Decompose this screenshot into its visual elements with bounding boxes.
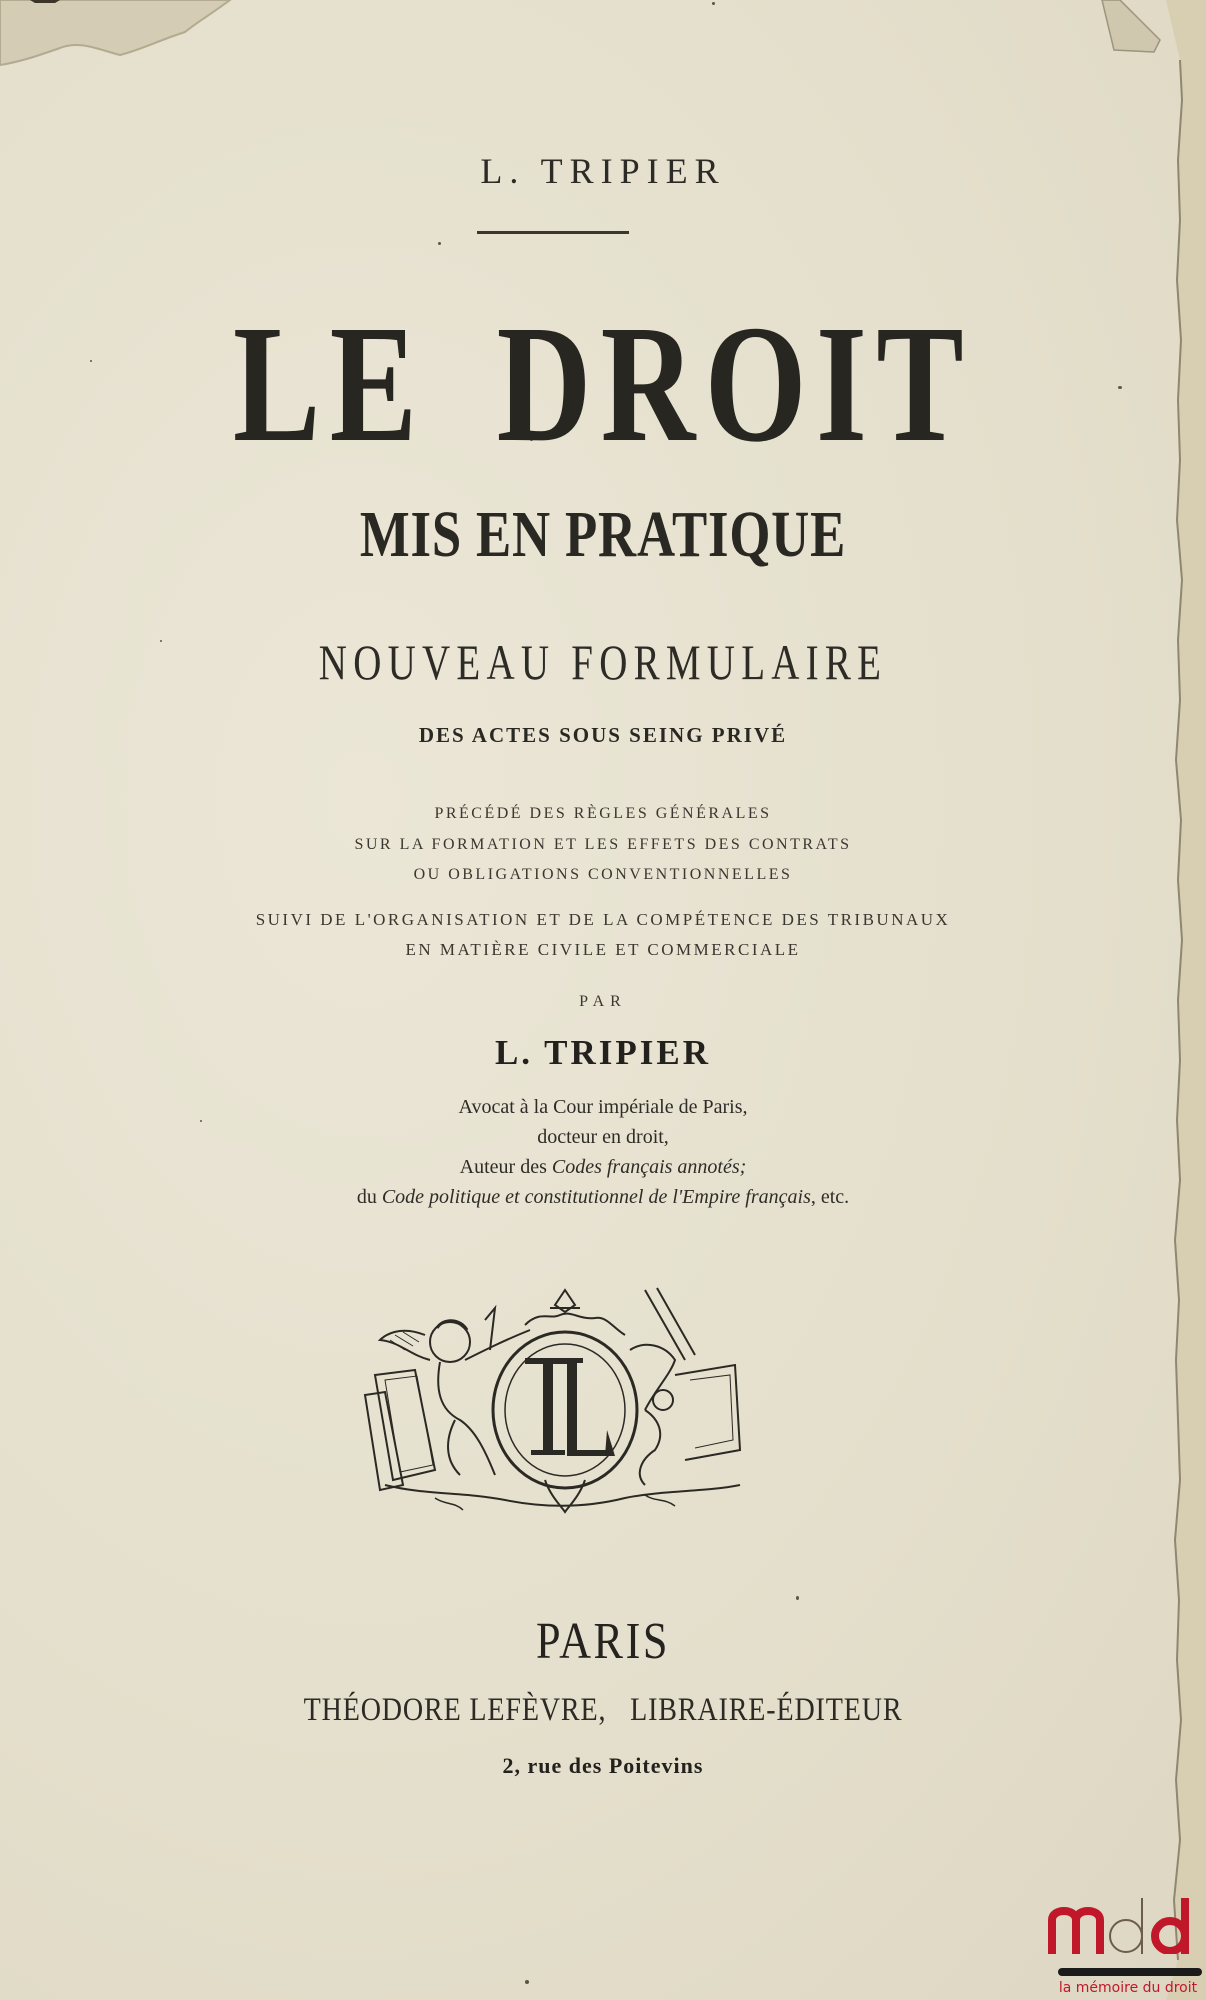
mdd-logo-icon	[1048, 1898, 1198, 1954]
credential-work-title: Codes français annotés;	[551, 1156, 747, 1178]
subtitle-mis-en-pratique: MIS EN PRATIQUE	[359, 498, 847, 571]
credential-work-title: Code politique et constitutionnel de l'Empire français	[381, 1186, 811, 1208]
logo-underline-bar	[1058, 1968, 1202, 1976]
subtitle-nouveau-formulaire: NOUVEAU FORMULAIRE	[318, 634, 888, 690]
title-word-le: LE	[232, 291, 427, 477]
description-line: SUIVI DE L'ORGANISATION ET DE LA COMPÉTENCE DES TRIBUNAUX	[255, 910, 951, 929]
publisher-monogram-vignette-icon	[345, 1280, 755, 1520]
header-rule	[477, 231, 629, 234]
author-name: L. TRIPIER	[494, 1033, 712, 1072]
folded-corner	[1092, 0, 1162, 60]
mdd-watermark-logo	[1048, 1898, 1198, 1998]
credential-text: du	[356, 1186, 382, 1208]
credential-line	[0, 1156, 1206, 1179]
description-line: SUR LA FORMATION ET LES EFFETS DES CONTRATS	[354, 836, 852, 853]
credential-line: Avocat à la Cour impériale de Paris,	[458, 1096, 748, 1118]
book-title	[133, 291, 1074, 477]
credential-line	[0, 1186, 1206, 1209]
description-line: OU OBLIGATIONS CONVENTIONNELLES	[413, 866, 793, 883]
imprint-city: PARIS	[536, 1613, 670, 1670]
title-word-droit: DROIT	[496, 291, 974, 477]
imprint-publisher	[90, 1692, 1115, 1729]
imprint-address: 2, rue des Poitevins	[502, 1753, 704, 1778]
description-line: PRÉCÉDÉ DES RÈGLES GÉNÉRALES	[434, 805, 772, 822]
by-label: PAR	[579, 993, 627, 1010]
author-header: L. TRIPIER	[480, 151, 726, 191]
credential-line: docteur en droit,	[537, 1126, 669, 1148]
credential-text: Auteur des	[459, 1156, 552, 1178]
subtitle-actes: DES ACTES SOUS SEING PRIVÉ	[418, 723, 788, 747]
description-line: EN MATIÈRE CIVILE ET COMMERCIALE	[405, 940, 801, 959]
publisher-role: LIBRAIRE-ÉDITEUR	[630, 1692, 903, 1728]
publisher-name: THÉODORE LEFÈVRE,	[303, 1692, 607, 1728]
paper-tear-stain	[0, 0, 240, 70]
credential-text: , etc.	[810, 1186, 850, 1208]
logo-caption: la mémoire du droit	[1058, 1980, 1198, 1996]
